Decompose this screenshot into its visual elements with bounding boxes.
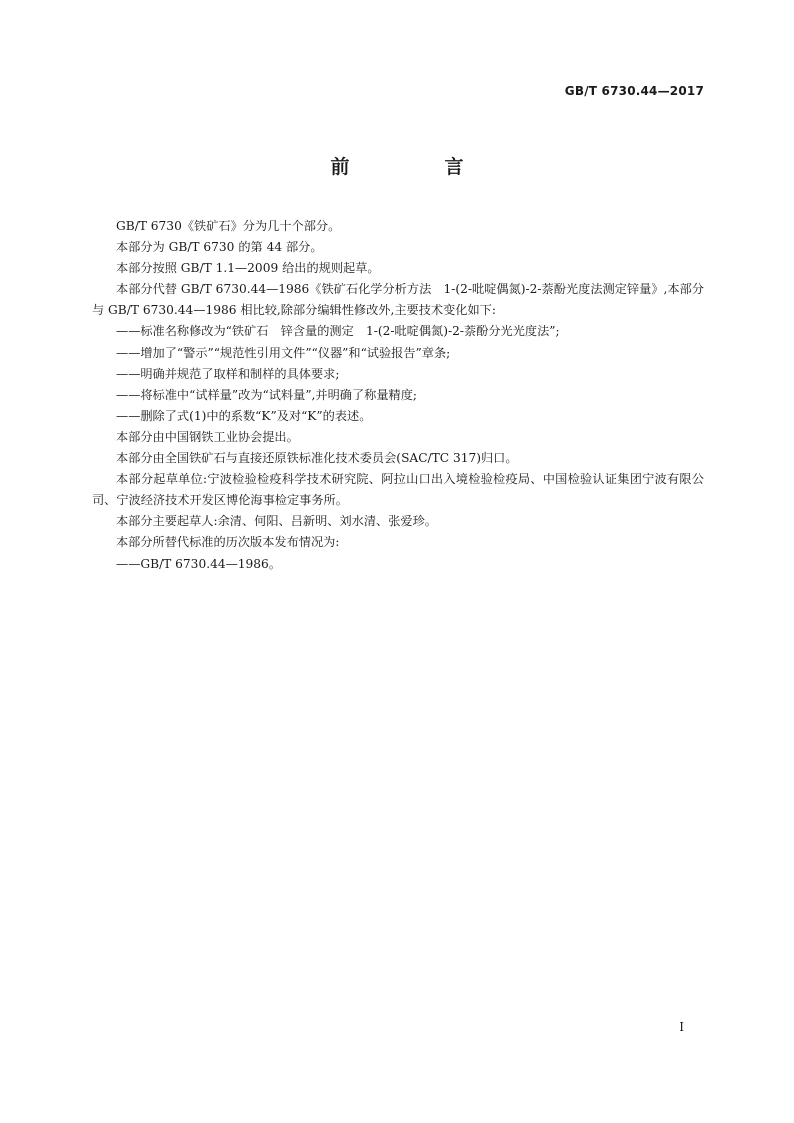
list-item: ——增加了“警示”“规范性引用文件”“仪器”和“试验报告”章条; — [116, 345, 451, 360]
paragraph: 本部分代替 GB/T 6730.44—1986《铁矿石化学分析方法 1-(2-吡啶偶氮)-2-萘酚光度法测定锌量》,本部分与 GB/T 6730.44—1986 相比较,除部分编辑性修改外,主要技术变化如下: — [92, 282, 704, 318]
paragraph: GB/T 6730《铁矿石》分为几十个部分。 — [116, 219, 341, 233]
page-title: 前 言 — [330, 156, 502, 178]
list-item: ——将标准中“试样量”改为“试料量”,并明确了称量精度; — [116, 387, 418, 402]
paragraph: 本部分由中国钢铁工业协会提出。 — [116, 429, 299, 444]
paragraph: 本部分为 GB/T 6730 的第 44 部分。 — [116, 240, 323, 255]
paragraph: 本部分所替代标准的历次版本发布情况为: — [116, 535, 340, 550]
paragraph: 本部分由全国铁矿石与直接还原铁标准化技术委员会(SAC/TC 317)归口。 — [116, 451, 518, 466]
page-number: I — [679, 1020, 684, 1034]
list-item: ——明确并规范了取样和制样的具体要求; — [116, 366, 340, 381]
standard-code: GB/T 6730.44—2017 — [564, 84, 704, 98]
document-body — [92, 216, 704, 575]
list-item: ——标准名称修改为“铁矿石 锌含量的测定 1-(2-吡啶偶氮)-2-萘酚分光光度法”; — [116, 324, 560, 339]
paragraph: 本部分起草单位:宁波检验检疫科学技术研究院、阿拉山口出入境检验检疫局、中国检验认证集团宁波有限公司、宁波经济技术开发区博伦海事检定事务所。 — [92, 472, 704, 508]
list-item: ——删除了式(1)中的系数“K”及对“K”的表述。 — [116, 408, 372, 423]
list-item: ——GB/T 6730.44—1986。 — [116, 556, 281, 571]
paragraph: 本部分按照 GB/T 1.1—2009 给出的规则起草。 — [116, 261, 380, 276]
paragraph: 本部分主要起草人:余清、何阳、吕新明、刘水清、张爱珍。 — [116, 514, 437, 529]
